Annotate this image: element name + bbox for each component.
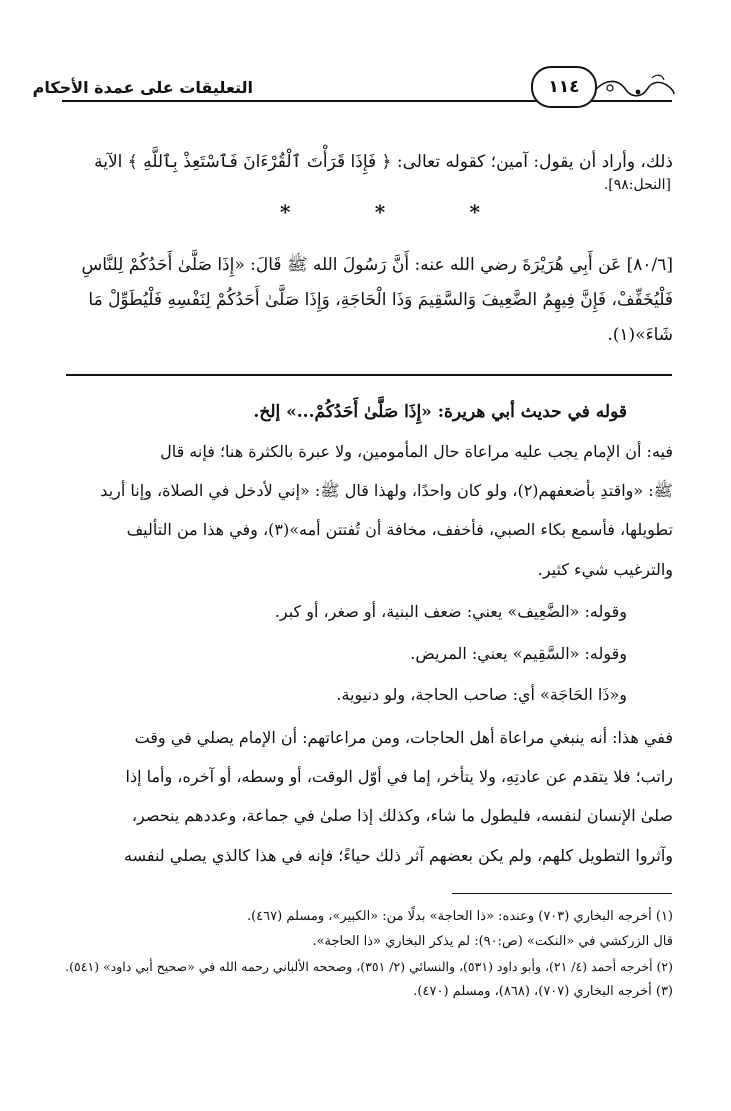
paragraph-1-line: تطويلها، فأسمع بكاء الصبي، فأخفف، مخافة أن تُفتتن أمه»(٣)، وفي هذا من التأليف [126, 520, 673, 539]
paragraph-2-line: ففي هذا: أنه ينبغي مراعاة أهل الحاجات، ومن مراعاتهم: أن الإمام يصلي في وقت [134, 728, 673, 747]
quote-line-sick: وقوله: «السَّقِيم» يعني: المريض. [410, 644, 627, 663]
footnote-2: (٢) أخرجه أحمد (٤/ ٢١)، وأبو داود (٥٣١)، والنسائي (٢/ ٣٥١)، وصححه الألباني رحمه الله في «صحيح أبي داود» (٥٤١). [65, 959, 673, 974]
footnote-3: (٣) أخرجه البخاري (٧٠٧)، (٨٦٨)، ومسلم (٤٧٠). [413, 984, 673, 999]
section-separator [66, 374, 672, 376]
hadith-line-3: شَاءَ»(١). [607, 325, 673, 345]
commentary-heading: قوله في حديث أبي هريرة: «إِذَا صَلَّىٰ أَحَدُكُمْ...» إلخ. [253, 402, 627, 422]
paragraph-1-line: فيه: أن الإمام يجب عليه مراعاة حال المأمومين، ولا عبرة بالكثرة هنا؛ فإنه قال [160, 442, 673, 461]
hadith-line-1: [٨٠/٦] عَن أَبِي هُرَيْرَةَ رضي الله عنه: أَنَّ رَسُولَ الله ﷺ قَالَ: «إِذَا صَلَّىٰ أَحَدُكُمْ لِلنَّاسِ [81, 255, 673, 275]
footnote-rule [452, 893, 672, 894]
verse-line-2: [النحل:٩٨]. [603, 177, 671, 193]
star-mark: * [374, 200, 386, 224]
page-number-badge: ١١٤ [531, 66, 597, 108]
paragraph-1-line: والترغيب شيء كثير. [537, 560, 673, 579]
quote-line-weak: وقوله: «الضَّعِيف» يعني: ضعف البنية، أو صغر، أو كبر. [274, 602, 627, 621]
stars-divider [280, 200, 480, 224]
star-mark: * [280, 200, 291, 224]
quote-line-need: و«ذَا الحَاجَة» أي: صاحب الحاجة، ولو دنيوية. [336, 685, 627, 704]
paragraph-2-line: راتب؛ فلا يتقدم عن عادتِهِ، ولا يتأخر، إما في أوّل الوقت، أو وسطه، أو آخره، وأما إذا [125, 767, 673, 786]
paragraph-2-line: وآثروا التطويل كلهم، ولم يكن بعضهم آثر ذلك حياءً؛ فإنه في هذا كالذي يصلي لنفسه [124, 846, 673, 865]
hadith-line-2: فَلْيُخَفِّفْ، فَإِنَّ فِيهِمُ الضَّعِيفَ وَالسَّقِيمَ وَذَا الْحَاجَةِ، وَإِذَا صَلَّىٰ أَحَدُكُمْ لِنَفْسِهِ فَلْيُطَوِّلْ مَا [88, 290, 673, 310]
footnote-1-note: قال الزركشي في «النكت» (ص:٩٠): لم يذكر البخاري «ذا الحاجة». [312, 934, 673, 949]
running-title: التعليقات على عمدة الأحكام [32, 78, 253, 97]
paragraph-1-line: ﷺ: «واقتدِ بأضعفهم(٢)، ولو كان واحدًا، ولهذا قال ﷺ: «إني لأدخل في الصلاة، وإنا أريد [100, 481, 673, 500]
star-mark: * [469, 200, 480, 224]
verse-line-1: ذلك، وأراد أن يقول: آمين؛ كقوله تعالى: ﴿ فَإِذَا قَرَأْتَ ٱلْقُرْءَانَ فَٱسْتَعِذْ بِٱللَّهِ ﴾ الآية [94, 152, 673, 172]
footnote-1: (١) أخرجه البخاري (٧٠٣) وعنده: «ذا الحاجة» بدلًا من: «الكبير»، ومسلم (٤٦٧). [246, 909, 673, 924]
header-ornament-icon [590, 72, 676, 102]
paragraph-2-line: صلىٰ الإنسان لنفسه، فليطول ما شاء، وكذلك إذا صلىٰ في جماعة، وعددهم ينحصر، [131, 806, 673, 825]
